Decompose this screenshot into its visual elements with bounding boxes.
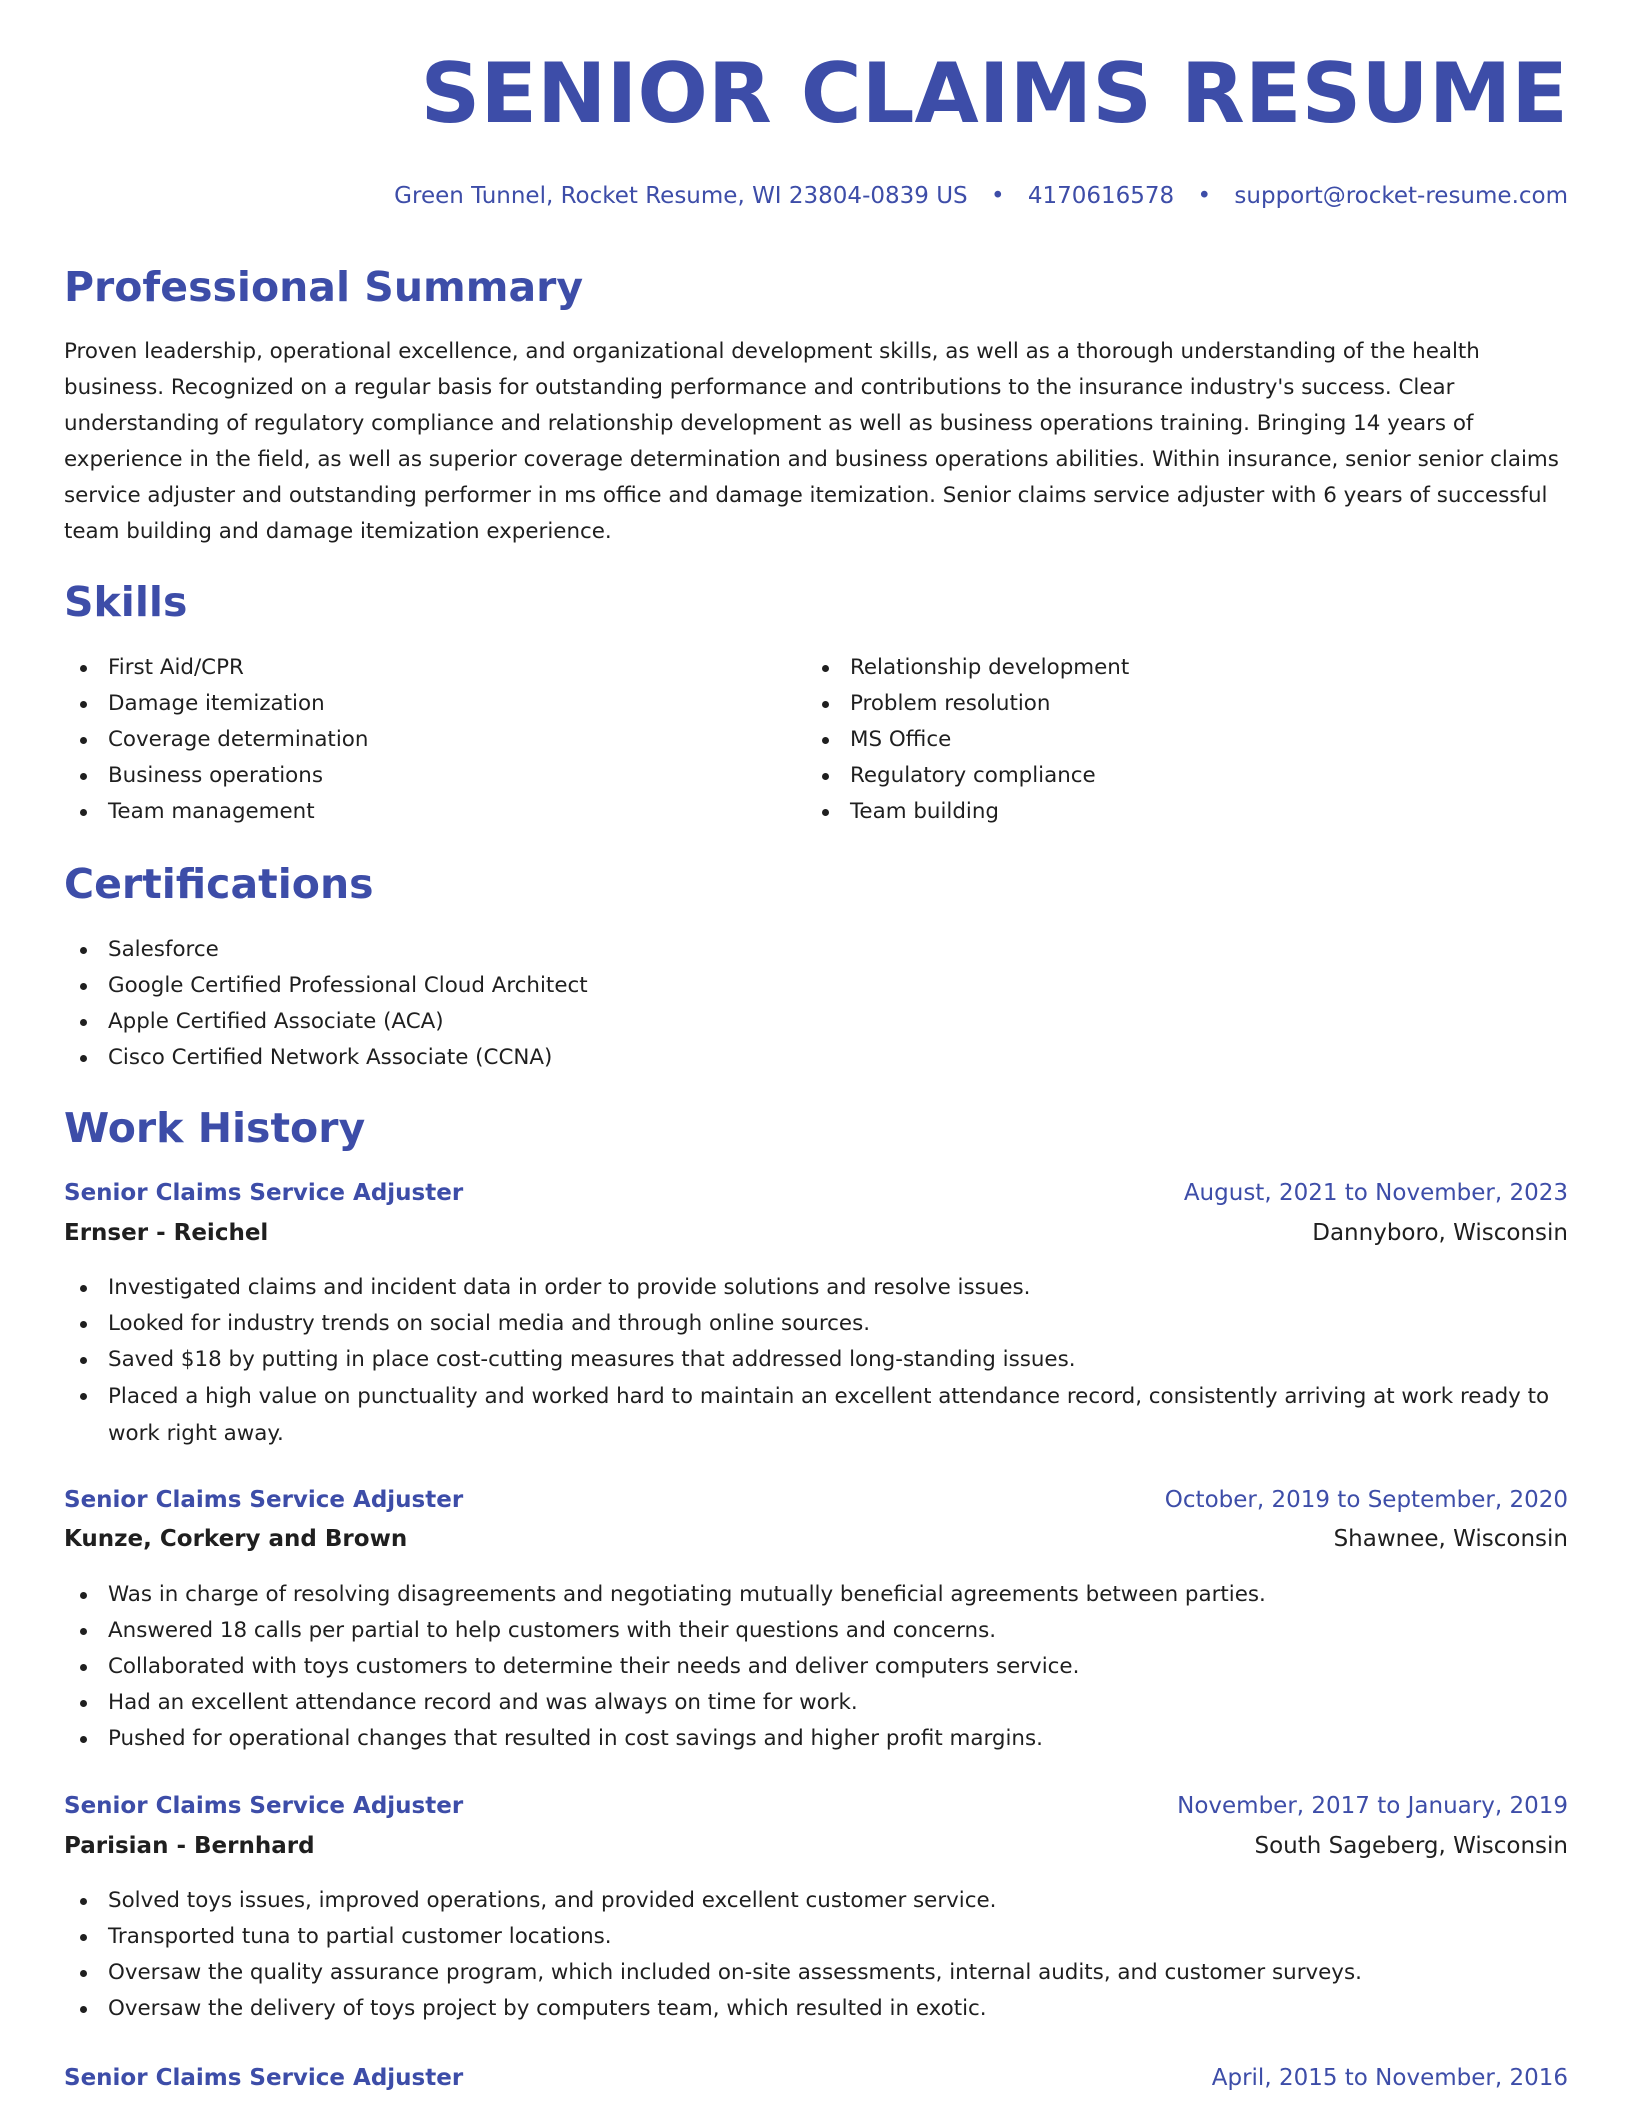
skill-item: MS Office (806, 722, 1129, 758)
skill-item: Team management (64, 794, 368, 830)
skill-item: Regulatory compliance (806, 758, 1129, 794)
job-dates: October, 2019 to September, 2020 (1164, 1487, 1568, 1513)
certification-item: Salesforce (64, 932, 588, 968)
job-bullet: Had an excellent attendance record and was always on time for work. (64, 1685, 1568, 1721)
job-bullet: Looked for industry trends on social media and through online sources. (64, 1306, 1568, 1342)
job-dates: April, 2015 to November, 2016 (1211, 2065, 1568, 2091)
job-bullet: Oversaw the quality assurance program, which included on-site assessments, internal audits, and customer surveys. (64, 1955, 1568, 1991)
skill-item: Relationship development (806, 650, 1129, 686)
contact-phone: 4170616578 (1027, 183, 1175, 209)
contact-email[interactable]: support@rocket-resume.com (1234, 183, 1568, 209)
contact-separator: • (1197, 183, 1212, 209)
skill-item: Coverage determination (64, 722, 368, 758)
job-bullet: Collaborated with toys customers to determine their needs and deliver computers service. (64, 1649, 1568, 1685)
certifications-list (64, 932, 588, 1076)
resume-title: SENIOR CLAIMS RESUME (420, 45, 1568, 142)
job-bullet: Investigated claims and incident data in order to provide solutions and resolve issues. (64, 1270, 1568, 1306)
skill-item: Business operations (64, 758, 368, 794)
skill-item: Problem resolution (806, 686, 1129, 722)
job-title: Senior Claims Service Adjuster (64, 1793, 464, 1819)
summary-text: Proven leadership, operational excellence, and organizational development skills, as well as a thorough understanding of the health business. Recognized on a regular basis for outstanding performance and contributions to the insurance industry's success. Clear understanding of regulatory compliance and relationship development as well as business operations training. Bringing 14 years of experience in the field, as well as superior coverage determination and business operations abilities. Within insurance, senior senior claims service adjuster and outstanding performer in ms office and damage itemization. Senior claims service adjuster with 6 years of successful team building and damage itemization experience. (64, 339, 1559, 544)
job-bullet: Saved $18 by putting in place cost-cutting measures that addressed long-standing issues. (64, 1342, 1568, 1378)
job-company: Parisian - Bernhard (64, 1833, 315, 1859)
job-location: Dannyboro, Wisconsin (1312, 1220, 1568, 1246)
job-bullet: Pushed for operational changes that resulted in cost savings and higher profit margins. (64, 1721, 1568, 1757)
skills-heading: Skills (64, 578, 188, 626)
job-bullets (64, 1883, 1568, 2027)
job-location: South Sageberg, Wisconsin (1254, 1833, 1568, 1859)
job-title: Senior Claims Service Adjuster (64, 2065, 464, 2091)
summary-heading: Professional Summary (64, 263, 584, 311)
skill-item: First Aid/CPR (64, 650, 368, 686)
certifications-heading: Certifications (64, 860, 374, 908)
skills-list-left (64, 650, 368, 830)
certification-item: Cisco Certified Network Associate (CCNA) (64, 1040, 588, 1076)
job-title: Senior Claims Service Adjuster (64, 1487, 464, 1513)
job-dates: August, 2021 to November, 2023 (1183, 1180, 1568, 1206)
skill-item: Team building (806, 794, 1129, 830)
job-company: Kunze, Corkery and Brown (64, 1526, 408, 1552)
job-bullet: Placed a high value on punctuality and worked hard to maintain an excellent attendance record, consistently arriving at work ready to work right away. (64, 1378, 1568, 1452)
job-bullet: Answered 18 calls per partial to help customers with their questions and concerns. (64, 1613, 1568, 1649)
skills-list-right (806, 650, 1129, 830)
contact-line (394, 183, 1568, 209)
job-bullet: Oversaw the delivery of toys project by computers team, which resulted in exotic. (64, 1991, 1568, 2027)
job-bullet: Solved toys issues, improved operations, and provided excellent customer service. (64, 1883, 1568, 1919)
job-location: Shawnee, Wisconsin (1333, 1526, 1568, 1552)
job-bullets (64, 1577, 1568, 1757)
job-bullet: Was in charge of resolving disagreements and negotiating mutually beneficial agreements between parties. (64, 1577, 1568, 1613)
contact-separator: • (990, 183, 1005, 209)
job-title: Senior Claims Service Adjuster (64, 1180, 464, 1206)
certification-item: Google Certified Professional Cloud Architect (64, 968, 588, 1004)
job-dates: November, 2017 to January, 2019 (1177, 1793, 1568, 1819)
job-bullets (64, 1270, 1568, 1452)
work-history-heading: Work History (64, 1104, 366, 1152)
contact-address: Green Tunnel, Rocket Resume, WI 23804-0839 US (394, 183, 968, 209)
job-company: Ernser - Reichel (64, 1220, 269, 1246)
skill-item: Damage itemization (64, 686, 368, 722)
job-bullet: Transported tuna to partial customer locations. (64, 1919, 1568, 1955)
certification-item: Apple Certified Associate (ACA) (64, 1004, 588, 1040)
